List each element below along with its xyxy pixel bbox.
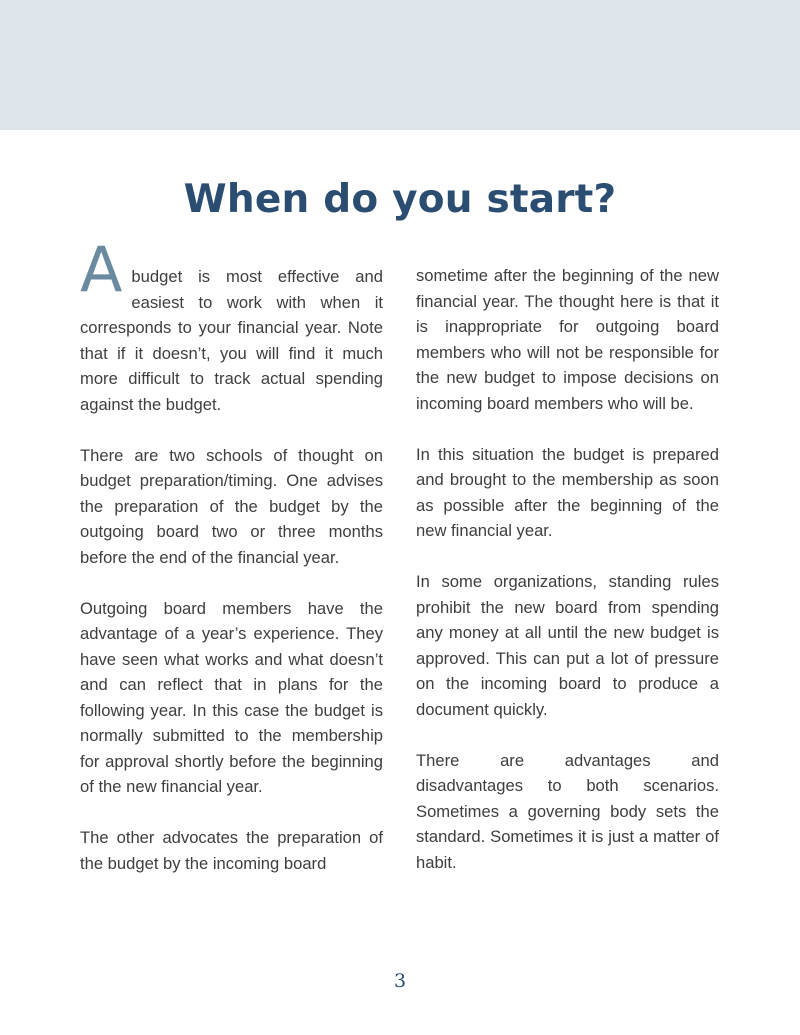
paragraph: [80, 233, 383, 417]
paragraph: Outgoing board members have the advantage of a year’s experience. They have seen what works and what doesn’t and can reflect that in plans for the following year. In this case the budget is normally submitted to the membership for approval shortly before the beginning of the new financial year.: [80, 598, 383, 796]
right-column: [416, 263, 719, 875]
page-number: 3: [393, 970, 407, 992]
paragraph: sometime after the beginning of the new financial year. The thought here is that it is inappropriate for outgoing board members who will not be responsible for the new budget to impose decisions on incoming board members who will be.: [416, 266, 719, 413]
left-column: [80, 233, 383, 876]
header-band: [0, 0, 800, 130]
paragraph: In some organizations, standing rules prohibit the new board from spending any money at all until the new budget is approved. This can put a lot of pressure on the incoming board to produce a document quickly.: [416, 572, 719, 719]
paragraph: There are two schools of thought on budget preparation/timing. One advises the preparation of the budget by the outgoing board two or three months before the end of the financial year.: [80, 445, 383, 567]
paragraph: In this situation the budget is prepared and brought to the membership as soon as possible after the beginning of the new financial year.: [416, 444, 719, 540]
paragraph: There are advantages and disadvantages to both scenarios. Sometimes a governing body sets the standard. Sometimes it is just a matter of habit.: [416, 750, 719, 872]
drop-cap: A: [80, 233, 123, 306]
paragraph-text: budget is most effective and easiest to work with when it corresponds to your financial year. Note that if it doesn’t, you will find it much more difficult to track actual spending against the budget.: [80, 267, 383, 414]
page-title: When do you start?: [183, 177, 617, 222]
paragraph: The other advocates the preparation of the budget by the incoming board: [80, 828, 383, 873]
